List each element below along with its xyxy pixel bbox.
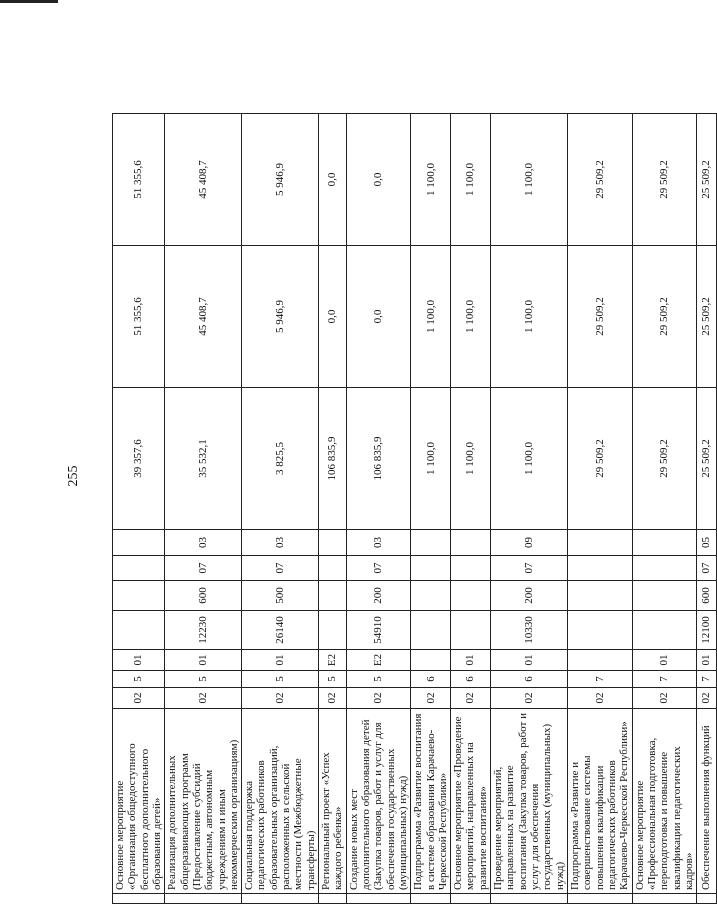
section-cell: 07 [697,556,717,581]
row-margin-cell [165,894,242,904]
scan-edge-line [0,0,58,3]
amount-year3-cell: 0,0 [319,114,347,246]
row-margin-cell [411,894,451,904]
amount-year2-cell: 5 946,9 [242,246,319,388]
section-cell: 07 [346,556,411,581]
amount-year1-cell: 3 825,5 [242,388,319,530]
row-name-cell: Реализация дополнительных общеразвивающих программ (Предоставление субсидий бюджетным, автономным учреждениям и иным некоммерческим организациям) [165,709,242,894]
amount-year3-cell: 1 100,0 [411,114,451,246]
expense-type-cell: 600 [697,581,717,611]
amount-year3-cell: 5 946,9 [242,114,319,246]
program-code-cell: 02 [165,688,242,709]
table-row [491,114,568,904]
amount-year2-cell: 51 355,6 [113,246,165,388]
section-cell [113,556,165,581]
direction-code-cell: 54910 [346,611,411,650]
amount-year3-cell: 1 100,0 [491,114,568,246]
row-name-cell: Подпрограмма «Развитие и совершенствование системы повышения квалификации педагогических работников Карачаево-Черкесской Республики» [568,709,633,894]
row-name-cell: Основное мероприятие «Проведение мероприятий, направленных на развитие воспитания» [451,709,491,894]
subprogram-code-cell: 7 [697,671,717,688]
event-code-cell: 01 [491,650,568,671]
program-code-cell: 02 [451,688,491,709]
table-row [568,114,633,904]
amount-year1-cell: 1 100,0 [491,388,568,530]
program-code-cell: 02 [491,688,568,709]
amount-year2-cell: 1 100,0 [451,246,491,388]
subsection-cell [113,530,165,556]
amount-year1-cell: 1 100,0 [411,388,451,530]
row-name-cell: Создание новых мест дополнительного образования детей (Закупка товаров, работ и услуг для обеспечения государственных (муниципальных) нужд) [346,709,411,894]
expense-type-cell [632,581,697,611]
expense-type-cell [568,581,633,611]
amount-year1-cell: 39 357,6 [113,388,165,530]
section-cell [568,556,633,581]
subsection-cell: 03 [346,530,411,556]
table-row [319,114,347,904]
row-margin-cell [451,894,491,904]
event-code-cell [568,650,633,671]
amount-year3-cell: 25 509,2 [697,114,717,246]
subsection-cell [451,530,491,556]
amount-year1-cell: 25 509,2 [697,388,717,530]
subsection-cell: 05 [697,530,717,556]
row-name-cell: Подпрограмма «Развитие воспитания в системе образования Карачаево-Черкесской Республики» [411,709,451,894]
amount-year3-cell: 29 509,2 [568,114,633,246]
table-row [411,114,451,904]
direction-code-cell [451,611,491,650]
row-name-cell: Основное мероприятие «Профессиональная подготовка, переподготовка и повышение квалификации педагогических кадров» [632,709,697,894]
row-margin-cell [697,894,717,904]
amount-year1-cell: 106 835,9 [346,388,411,530]
amount-year2-cell: 1 100,0 [491,246,568,388]
amount-year1-cell: 1 100,0 [451,388,491,530]
event-code-cell: E2 [319,650,347,671]
expense-type-cell: 500 [242,581,319,611]
amount-year3-cell: 29 509,2 [632,114,697,246]
row-margin-cell [491,894,568,904]
amount-year2-cell: 45 408,7 [165,246,242,388]
amount-year2-cell: 29 509,2 [568,246,633,388]
program-code-cell: 02 [242,688,319,709]
budget-table [112,113,717,904]
subprogram-code-cell: 7 [568,671,633,688]
subprogram-code-cell: 5 [346,671,411,688]
amount-year1-cell: 106 835,9 [319,388,347,530]
event-code-cell: E2 [346,650,411,671]
amount-year3-cell: 51 355,6 [113,114,165,246]
amount-year2-cell: 0,0 [346,246,411,388]
direction-code-cell: 26140 [242,611,319,650]
table-row [242,114,319,904]
amount-year1-cell: 35 532,1 [165,388,242,530]
amount-year1-cell: 29 509,2 [632,388,697,530]
subsection-cell: 09 [491,530,568,556]
row-margin-cell [319,894,347,904]
subprogram-code-cell: 5 [242,671,319,688]
row-name-cell: Обеспечение выполнения функций [697,709,717,894]
amount-year1-cell: 29 509,2 [568,388,633,530]
subprogram-code-cell: 6 [491,671,568,688]
section-cell [632,556,697,581]
expense-type-cell [411,581,451,611]
program-code-cell: 02 [346,688,411,709]
direction-code-cell: 12230 [165,611,242,650]
expense-type-cell: 600 [165,581,242,611]
section-cell: 07 [491,556,568,581]
section-cell [451,556,491,581]
direction-code-cell: 12100 [697,611,717,650]
expense-type-cell: 200 [491,581,568,611]
rotated-table-container [112,114,713,904]
direction-code-cell [113,611,165,650]
row-margin-cell [346,894,411,904]
subprogram-code-cell: 6 [411,671,451,688]
row-name-cell: Региональный проект «Успех каждого ребенка» [319,709,347,894]
amount-year3-cell: 0,0 [346,114,411,246]
program-code-cell: 02 [411,688,451,709]
amount-year2-cell: 29 509,2 [632,246,697,388]
amount-year2-cell: 1 100,0 [411,246,451,388]
section-cell: 07 [165,556,242,581]
expense-type-cell [319,581,347,611]
section-cell [411,556,451,581]
amount-year2-cell: 0,0 [319,246,347,388]
section-cell [319,556,347,581]
row-name-cell: Проведение мероприятий, направленных на развитие воспитания (Закупка товаров, работ и услуг для обеспечения государственных (муниципальных) нужд) [491,709,568,894]
program-code-cell: 02 [319,688,347,709]
amount-year3-cell: 1 100,0 [451,114,491,246]
subsection-cell [568,530,633,556]
event-code-cell: 01 [165,650,242,671]
subprogram-code-cell: 6 [451,671,491,688]
program-code-cell: 02 [113,688,165,709]
row-margin-cell [113,894,165,904]
row-margin-cell [568,894,633,904]
table-row [346,114,411,904]
row-name-cell: Социальная поддержка педагогических работников образовательных организаций, расположенных в сельской местности (Межбюджетные трансферты) [242,709,319,894]
table-row [697,114,717,904]
section-cell: 07 [242,556,319,581]
table-row [451,114,491,904]
event-code-cell: 01 [242,650,319,671]
subsection-cell: 03 [242,530,319,556]
event-code-cell: 01 [113,650,165,671]
expense-type-cell [113,581,165,611]
expense-type-cell [451,581,491,611]
page-number: 255 [66,465,81,487]
program-code-cell: 02 [568,688,633,709]
subsection-cell [632,530,697,556]
subprogram-code-cell: 5 [319,671,347,688]
subsection-cell: 03 [165,530,242,556]
row-margin-cell [242,894,319,904]
direction-code-cell [319,611,347,650]
direction-code-cell [568,611,633,650]
direction-code-cell [411,611,451,650]
table-row [113,114,165,904]
direction-code-cell [632,611,697,650]
subprogram-code-cell: 5 [113,671,165,688]
event-code-cell: 01 [632,650,697,671]
direction-code-cell: 10330 [491,611,568,650]
table-row [632,114,697,904]
event-code-cell: 01 [451,650,491,671]
amount-year3-cell: 45 408,7 [165,114,242,246]
table-row [165,114,242,904]
event-code-cell [411,650,451,671]
event-code-cell: 01 [697,650,717,671]
subsection-cell [319,530,347,556]
subsection-cell [411,530,451,556]
program-code-cell: 02 [697,688,717,709]
expense-type-cell: 200 [346,581,411,611]
subprogram-code-cell: 5 [165,671,242,688]
program-code-cell: 02 [632,688,697,709]
row-name-cell: Основное мероприятие «Организация общедоступного бесплатного дополнительного образования детей» [113,709,165,894]
subprogram-code-cell: 7 [632,671,697,688]
row-margin-cell [632,894,697,904]
amount-year2-cell: 25 509,2 [697,246,717,388]
